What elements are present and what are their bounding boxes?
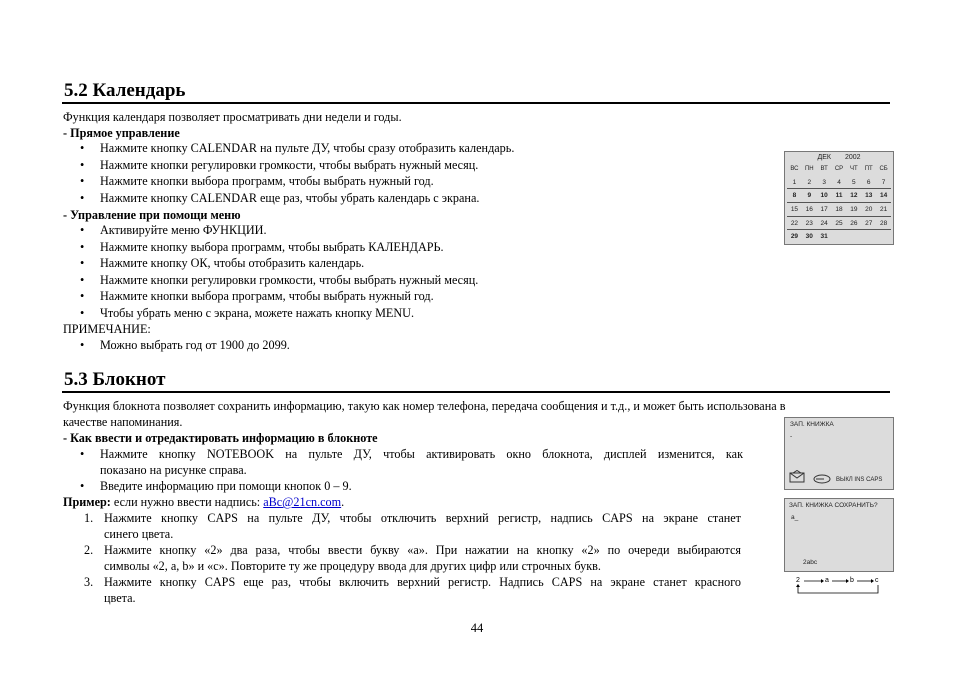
list-item: • Активируйте меню ФУНКЦИИ. bbox=[63, 222, 478, 239]
envelope-icon bbox=[789, 470, 805, 483]
calendar-screen bbox=[784, 151, 894, 245]
cycle-char: a bbox=[825, 577, 829, 584]
note-list bbox=[63, 337, 290, 354]
day-cell: 5 bbox=[852, 178, 856, 186]
page-number: 44 bbox=[470, 621, 484, 635]
example-end: . bbox=[341, 495, 345, 509]
notebook-save-screen bbox=[784, 498, 894, 572]
list-item: • Нажмите кнопку выбора программ, чтобы выбрать КАЛЕНДАРЬ. bbox=[63, 239, 478, 256]
day-cell: 6 bbox=[866, 178, 871, 186]
step-line: цвета. bbox=[104, 591, 136, 605]
weekday-label: СБ bbox=[879, 166, 888, 173]
weekday-label: СР bbox=[834, 166, 844, 173]
day-cell: 30 bbox=[805, 233, 813, 241]
cycle-char: 2 bbox=[796, 577, 800, 584]
day-cell: 8 bbox=[792, 192, 797, 200]
step-line: Нажмите кнопку «2» два раза, чтобы ввести букву «a». При нажатии на кнопку «2» по очереди выбираются bbox=[104, 543, 741, 557]
week-row bbox=[787, 229, 891, 243]
weekday-label: ПН bbox=[804, 166, 814, 173]
calendar-month: ДЕК bbox=[817, 154, 831, 161]
day-cell: 7 bbox=[881, 178, 886, 186]
weekday-label: ЧТ bbox=[850, 166, 858, 173]
weekday-row bbox=[787, 163, 891, 176]
weekday-label: ВТ bbox=[820, 166, 828, 173]
section-title-calendar: 5.2 Календарь bbox=[64, 80, 186, 101]
calendar-year: 2002 bbox=[844, 154, 861, 161]
day-cell: 20 bbox=[865, 205, 873, 213]
step-number: 3. bbox=[84, 575, 94, 589]
list-item bbox=[63, 478, 743, 494]
day-cell: 9 bbox=[807, 192, 812, 200]
list-item: • Нажмите кнопки регулировки громкости, чтобы выбрать нужный месяц. bbox=[63, 272, 478, 289]
list-item bbox=[63, 446, 743, 478]
day-cell: 31 bbox=[820, 233, 828, 241]
list-item: • Можно выбрать год от 1900 до 2099. bbox=[63, 337, 290, 354]
step-line: Нажмите кнопку CAPS еще раз, чтобы включить верхний регистр. Надпись CAPS на экране станет красного bbox=[104, 575, 741, 589]
notebook-intro-line: качестве напоминания. bbox=[63, 415, 183, 429]
day-cell: 27 bbox=[865, 219, 873, 227]
example-text: если нужно ввести надпись: bbox=[110, 495, 264, 509]
step-item bbox=[63, 542, 741, 574]
save-input: a_ bbox=[791, 514, 799, 521]
week-row bbox=[787, 216, 891, 230]
save-title: ЗАП. КНИЖКА СОХРАНИТЬ? bbox=[789, 502, 878, 509]
cycle-arrows-icon bbox=[788, 574, 892, 598]
day-cell: 28 bbox=[879, 219, 888, 227]
menu-control-heading: - Управление при помощи меню bbox=[63, 208, 241, 222]
list-item: • Нажмите кнопку CALENDAR еще раз, чтобы убрать календарь с экрана. bbox=[63, 190, 514, 207]
day-cell: 19 bbox=[850, 205, 858, 213]
list-item: • Нажмите кнопки регулировки громкости, чтобы выбрать нужный месяц. bbox=[63, 157, 514, 174]
step-number: 1. bbox=[84, 511, 94, 525]
direct-control-list bbox=[63, 140, 514, 206]
notebook-cursor: - bbox=[790, 433, 793, 440]
step-line: синего цвета. bbox=[104, 527, 174, 541]
day-cell: 21 bbox=[879, 205, 888, 213]
character-cycle-diagram bbox=[788, 574, 892, 598]
step-number: 2. bbox=[84, 543, 94, 557]
edit-heading: - Как ввести и отредактировать информацию в блокноте bbox=[63, 431, 378, 445]
day-cell: 13 bbox=[865, 192, 873, 200]
key-icon bbox=[813, 474, 831, 484]
section-title-notebook: 5.3 Блокнот bbox=[64, 369, 166, 390]
cycle-char: b bbox=[850, 577, 854, 584]
direct-control-heading: - Прямое управление bbox=[63, 126, 180, 140]
weekday-label: ВС bbox=[790, 166, 799, 173]
week-row bbox=[787, 188, 891, 202]
title-underline bbox=[62, 102, 890, 104]
step-item bbox=[63, 510, 741, 542]
week-row bbox=[787, 176, 891, 189]
list-item: • Нажмите кнопки выбора программ, чтобы выбрать нужный год. bbox=[63, 173, 514, 190]
day-cell: 16 bbox=[805, 205, 813, 213]
list-line: Нажмите кнопку NOTEBOOK на пульте ДУ, чтобы активировать окно блокнота, дисплей изменится, как bbox=[100, 447, 743, 461]
calendar-intro: Функция календаря позволяет просматривать дни недели и годы. bbox=[63, 110, 402, 124]
day-cell: 18 bbox=[835, 205, 843, 213]
week-row bbox=[787, 202, 891, 216]
day-cell: 23 bbox=[805, 219, 813, 227]
steps-list bbox=[63, 510, 741, 606]
notebook-status: ВЫКЛ INS CAPS bbox=[836, 477, 883, 483]
calendar-grid bbox=[787, 163, 891, 243]
list-item: • Чтобы убрать меню с экрана, можете нажать кнопку MENU. bbox=[63, 305, 478, 322]
save-key-hint: 2abc bbox=[803, 559, 818, 566]
example-line bbox=[63, 494, 344, 510]
list-line: Введите информацию при помощи кнопок 0 – 9. bbox=[100, 479, 352, 493]
day-cell: 3 bbox=[822, 178, 826, 186]
edit-list bbox=[63, 446, 743, 494]
day-cell: 25 bbox=[835, 219, 843, 227]
day-cell: 22 bbox=[790, 219, 799, 227]
day-cell: 2 bbox=[807, 178, 812, 186]
example-label: Пример: bbox=[63, 495, 111, 509]
menu-control-list bbox=[63, 222, 478, 321]
day-cell: 4 bbox=[837, 178, 841, 186]
day-cell: 26 bbox=[850, 219, 858, 227]
list-line: показано на рисунке справа. bbox=[100, 463, 247, 477]
day-cell: 17 bbox=[820, 205, 828, 213]
calendar-header bbox=[785, 154, 893, 161]
notebook-intro-line: Функция блокнота позволяет сохранить информацию, такую как номер телефона, передача сообщения и т.д., и может быть использована в bbox=[63, 399, 786, 413]
bullet: • bbox=[80, 447, 85, 461]
day-cell: 15 bbox=[790, 205, 799, 213]
day-cell: 29 bbox=[790, 233, 799, 241]
step-item bbox=[63, 574, 741, 606]
notebook-screen bbox=[784, 417, 894, 490]
weekday-label: ПТ bbox=[864, 166, 873, 173]
example-email-link[interactable]: aBc@21cn.com bbox=[263, 495, 342, 509]
day-cell: 1 bbox=[792, 178, 797, 186]
note-label: ПРИМЕЧАНИЕ: bbox=[63, 322, 151, 336]
title-underline bbox=[62, 391, 890, 393]
bullet: • bbox=[80, 479, 85, 493]
step-line: символы «2, a, b» и «c». Повторите ту же процедуру ввода для других цифр или строчных букв. bbox=[104, 559, 601, 573]
notebook-title: ЗАП. КНИЖКА bbox=[790, 421, 834, 428]
day-cell: 11 bbox=[835, 192, 843, 200]
cycle-char: c bbox=[875, 577, 879, 584]
list-item: • Нажмите кнопки выбора программ, чтобы выбрать нужный год. bbox=[63, 288, 478, 305]
day-cell: 14 bbox=[879, 192, 888, 200]
list-item: • Нажмите кнопку CALENDAR на пульте ДУ, чтобы сразу отобразить календарь. bbox=[63, 140, 514, 157]
list-item: • Нажмите кнопку ОК, чтобы отобразить календарь. bbox=[63, 255, 478, 272]
day-cell: 10 bbox=[820, 192, 828, 200]
day-cell: 12 bbox=[850, 192, 858, 200]
step-line: Нажмите кнопку CAPS на пульте ДУ, чтобы отключить верхний регистр, надпись CAPS на экране станет bbox=[104, 511, 741, 525]
day-cell: 24 bbox=[820, 219, 828, 227]
